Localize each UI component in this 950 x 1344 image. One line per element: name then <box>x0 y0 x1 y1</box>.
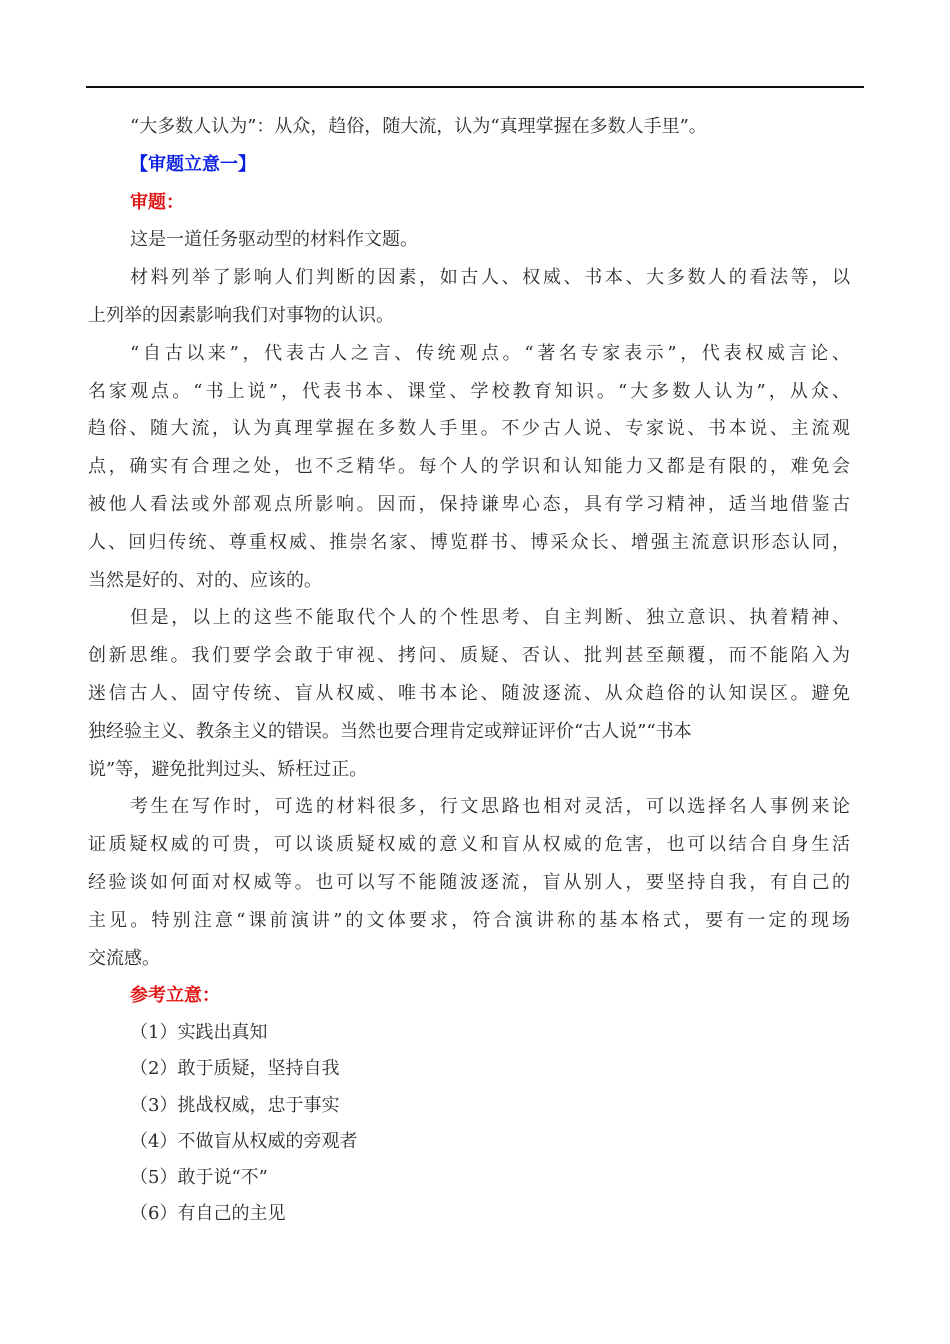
paragraph-line: 考生在写作时，可选的材料很多，行文思路也相对灵活，可以选择名人事例来论 <box>130 796 850 817</box>
review-label: 审题： <box>130 192 184 213</box>
paragraph-line: 交流感。 <box>88 948 160 969</box>
reference-item: （2）敢于质疑，坚持自我 <box>130 1058 340 1079</box>
paragraph-line: 人、回归传统、尊重权威、推崇名家、博览群书、博采众长、增强主流意识形态认同， <box>88 532 850 553</box>
paragraph-line: 被他人看法或外部观点所影响。因而，保持谦卑心态，具有学习精神，适当地借鉴古 <box>88 494 850 515</box>
section-heading: 【审题立意一】 <box>130 154 256 175</box>
paragraph-line: 上列举的因素影响我们对事物的认识。 <box>88 305 394 326</box>
intro-line: “大多数人认为”：从众，趋俗，随大流，认为“真理掌握在多数人手里”。 <box>130 116 707 137</box>
paragraph-line: 迷信古人、固守传统、盲从权威、唯书本论、随波逐流、从众趋俗的认知误区。避免 <box>88 683 850 704</box>
paragraph-line: 但是，以上的这些不能取代个人的个性思考、自主判断、独立意识、执着精神、 <box>130 607 850 628</box>
paragraph-line: 独经验主义、教条主义的错误。当然也要合理肯定或辩证评价“古人说”“书本 <box>88 721 692 742</box>
paragraph-line: “自古以来”，代表古人之言、传统观点。“著名专家表示”，代表权威言论、 <box>130 343 850 364</box>
reference-label: 参考立意： <box>130 985 220 1006</box>
reference-item: （3）挑战权威，忠于事实 <box>130 1095 340 1116</box>
reference-item: （1）实践出真知 <box>130 1022 268 1043</box>
reference-item: （4）不做盲从权威的旁观者 <box>130 1131 358 1152</box>
paragraph-line: 这是一道任务驱动型的材料作文题。 <box>130 229 418 250</box>
paragraph-line: 点，确实有合理之处，也不乏精华。每个人的学识和认知能力又都是有限的，难免会 <box>88 456 850 477</box>
reference-item: （6）有自己的主见 <box>130 1203 286 1224</box>
paragraph-line: 名家观点。“书上说”，代表书本、课堂、学校教育知识。“大多数人认为”，从众、 <box>88 381 850 402</box>
paragraph-line: 创新思维。我们要学会敢于审视、拷问、质疑、否认、批判甚至颠覆，而不能陷入为 <box>88 645 850 666</box>
paragraph-line: 证质疑权威的可贵，可以谈质疑权威的意义和盲从权威的危害，也可以结合自身生活 <box>88 834 850 855</box>
paragraph-line: 当然是好的、对的、应该的。 <box>88 570 322 591</box>
header-rule <box>86 86 864 88</box>
reference-item: （5）敢于说“不” <box>130 1167 268 1188</box>
paragraph-line: 说”等，避免批判过头、矫枉过正。 <box>88 759 368 780</box>
paragraph-line: 材料列举了影响人们判断的因素，如古人、权威、书本、大多数人的看法等，以 <box>130 267 850 288</box>
paragraph-line: 主见。特别注意“课前演讲”的文体要求，符合演讲称的基本格式，要有一定的现场 <box>88 910 850 931</box>
paragraph-line: 趋俗、随大流，认为真理掌握在多数人手里。不少古人说、专家说、书本说、主流观 <box>88 418 850 439</box>
paragraph-line: 经验谈如何面对权威等。也可以写不能随波逐流，盲从别人，要坚持自我，有自己的 <box>88 872 850 893</box>
